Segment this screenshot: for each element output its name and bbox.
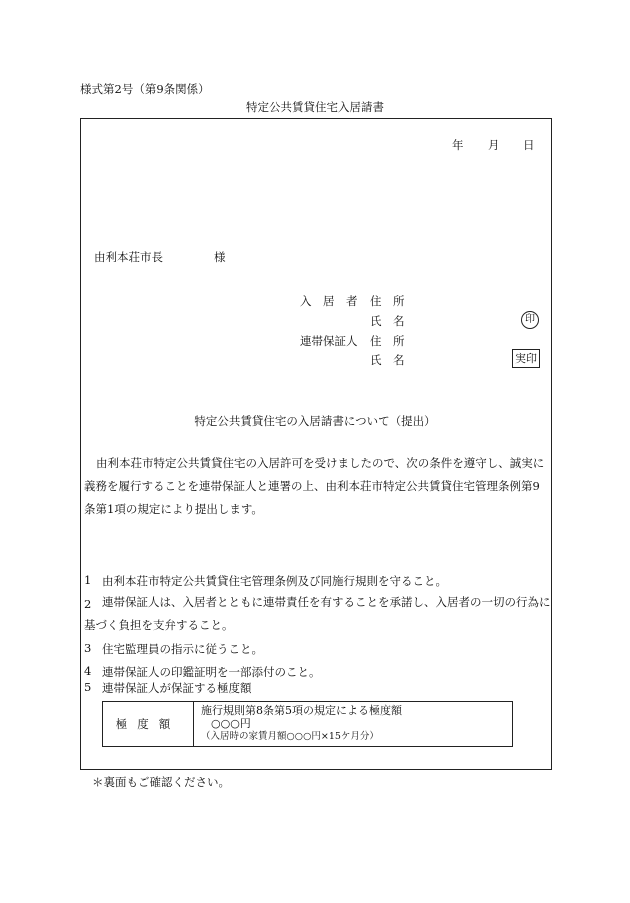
resident-label: 入 居 者	[300, 294, 358, 308]
form-title: 特定公共賃貸住宅入居請書	[246, 100, 384, 114]
addressee-honorific: 様	[214, 250, 226, 264]
guarantor-name-label: 氏 名	[370, 353, 405, 367]
condition-3-number: 3	[84, 641, 92, 655]
limit-amount-header: 極度額	[103, 702, 194, 746]
condition-4-text: 連帯保証人の印鑑証明を一部添付のこと。	[102, 665, 321, 679]
limit-amount-rule: 施行規則第8条第5項の規定による極度額	[201, 704, 402, 717]
guarantor-address-label: 住 所	[370, 334, 405, 348]
condition-5-number: 5	[84, 680, 92, 694]
resident-seal: 印	[521, 311, 539, 329]
condition-4-number: 4	[84, 664, 92, 678]
body-paragraph: 由利本荘市特定公共賃貸住宅の入居許可を受けましたので、次の条件を遵守し、誠実に義務を履行することを連帯保証人と連署の上、由利本荘市特定公共賃貸住宅管理条例第9条第1項の規定により提出します。	[84, 456, 545, 516]
date-month-label: 月	[488, 138, 500, 152]
date-year-label: 年	[452, 138, 464, 152]
limit-amount-note: （入居時の家賃月額○○○円×15ケ月分）	[201, 731, 379, 742]
guarantor-seal: 実印	[512, 349, 540, 368]
guarantor-label: 連帯保証人	[300, 334, 358, 348]
condition-1-text: 由利本荘市特定公共賃貸住宅管理条例及び同施行規則を守ること。	[102, 574, 447, 588]
subject-line: 特定公共賃貸住宅の入居請書について（提出）	[194, 414, 436, 428]
condition-1-number: 1	[84, 573, 92, 587]
condition-2-number: 2	[84, 597, 92, 611]
resident-name-label: 氏 名	[370, 314, 405, 328]
limit-amount-value: ○○○円	[211, 717, 251, 730]
limit-amount-table	[102, 701, 513, 747]
limit-amount-body	[201, 704, 402, 743]
footnote: ＊裏面もご確認ください。	[92, 775, 230, 789]
resident-address-label: 住 所	[370, 294, 405, 308]
form-number: 様式第2号（第9条関係）	[80, 82, 210, 96]
condition-5-text: 連帯保証人が保証する極度額	[102, 681, 252, 695]
addressee-name: 由利本荘市長	[94, 250, 163, 264]
condition-3-text: 住宅監理員の指示に従うこと。	[102, 642, 263, 656]
date-day-label: 日	[523, 138, 535, 152]
condition-2-text: 連帯保証人は、入居者とともに連帯責任を有することを承諾し、入居者の一切の行為に基づく負担を支弁すること。	[84, 595, 551, 632]
